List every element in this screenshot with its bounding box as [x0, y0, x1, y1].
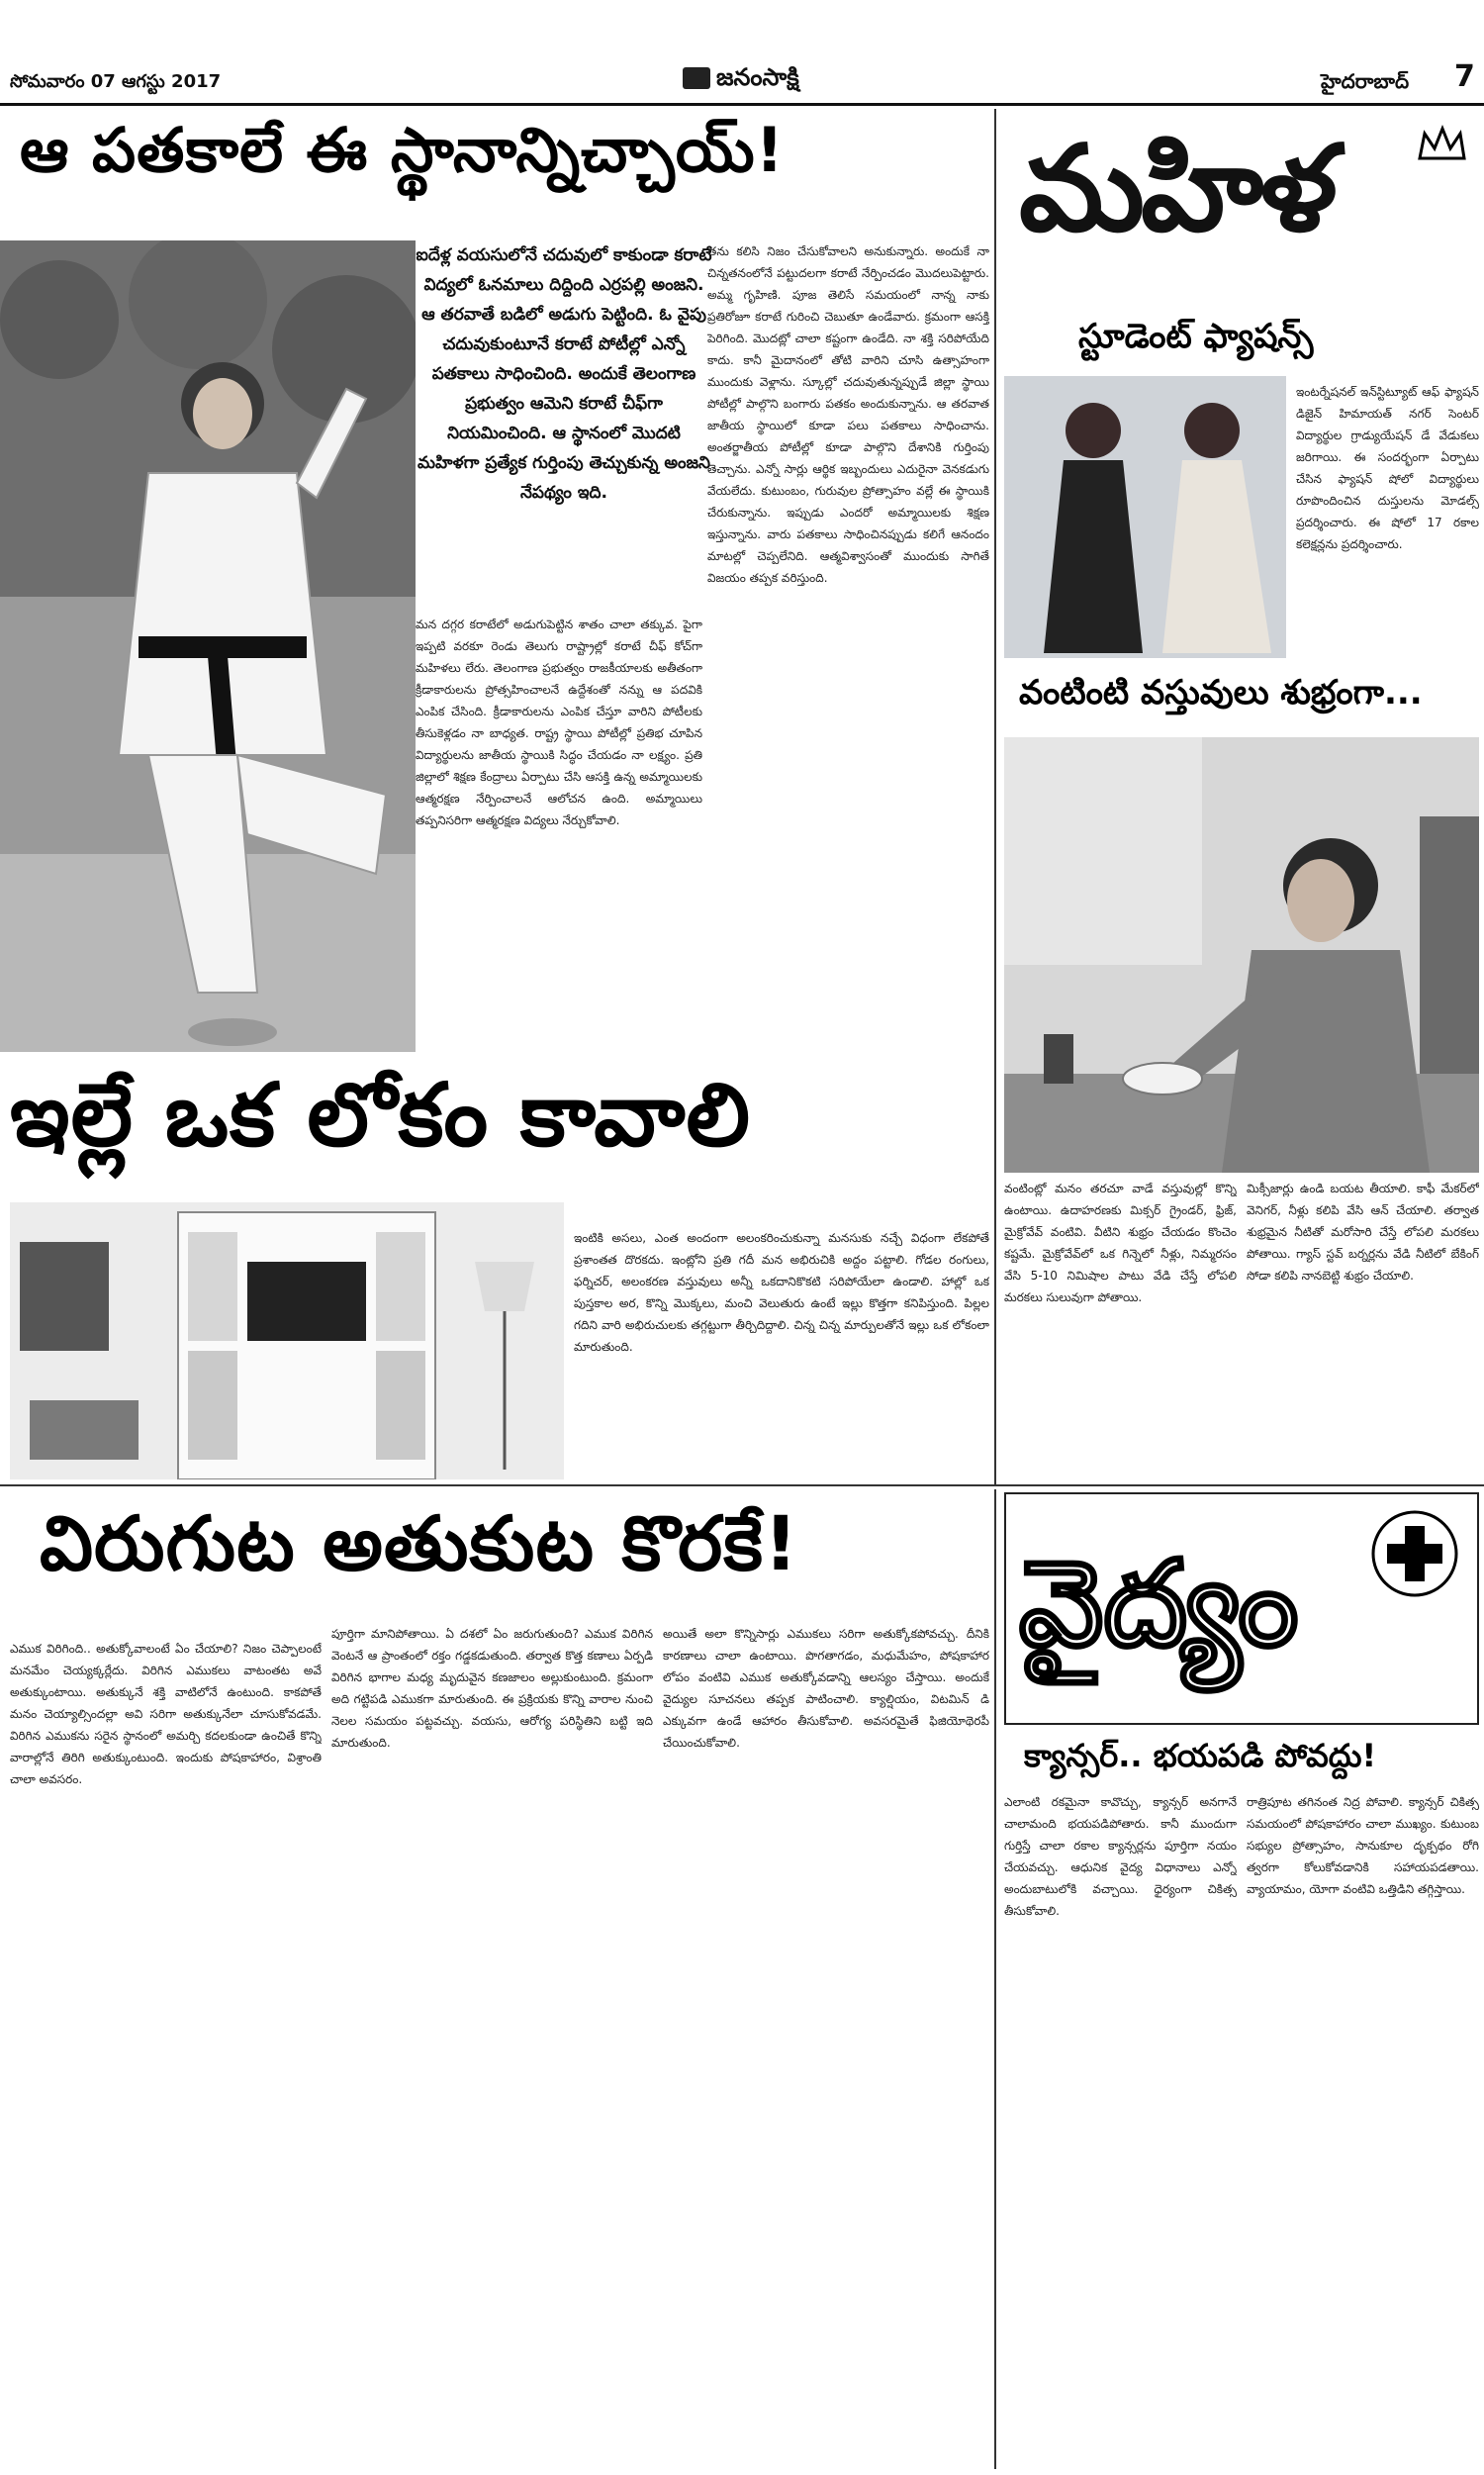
- kitchen-column-2: [1247, 1178, 1479, 1479]
- kitchen-headline: వంటింటి వస్తువులు శుభ్రంగా...: [1019, 673, 1423, 713]
- vaidyam-headline: క్యాన్సర్‌.. భయపడి పోవద్దు!: [1024, 1737, 1377, 1774]
- kitchen-illustration: [1004, 737, 1479, 1173]
- living-room-illustration: [10, 1202, 564, 1479]
- kitchen-body-1: వంటింట్లో మనం తరచూ వాడే వస్తువుల్లో కొన్ని ఉంటాయి. ఉదాహరణకు మిక్సర్‌ గ్రైండర్‌, ఫ్రిజ్‌, మైక్రోవేవ్‌ వంటివి. వీటిని శుభ్రం చేయడం కొంచెం కష్టమే. మైక్రోవేవ్‌లో ఒక గిన్నెలో నీళ్లు, నిమ్మరసం వేసి 5-10 నిమిషాల పాటు వేడి చేస్తే లోపలి మరకలు సులువుగా పోతాయి.: [1004, 1182, 1237, 1304]
- fashion-column: [1296, 381, 1479, 663]
- page-header: [0, 0, 1484, 99]
- vaidyam-body-1: ఎలాంటి రకమైనా కావొచ్చు, క్యాన్సర్‌ అనగానే చాలామంది భయపడిపోతారు. కానీ ముందుగా గుర్తిస్తే చాలా రకాల క్యాన్సర్లను పూర్తిగా నయం చేయవచ్చు. ఆధునిక వైద్య విధానాలు ఎన్నో అందుబాటులోకి వచ్చాయి. ధైర్యంగా చికిత్స తీసుకోవాలి.: [1004, 1795, 1237, 1918]
- column-divider: [994, 109, 996, 1484]
- header-rule: [0, 103, 1484, 106]
- living-room-photo: [10, 1202, 564, 1479]
- edition-city: హైదరాబాద్: [1321, 69, 1410, 93]
- newspaper-logo: [683, 63, 799, 97]
- kitchen-body-2: మిక్సీజార్లు ఉండి బయట తీయాలి. కాఫీ మేకర్‌లో వెనిగర్‌, నీళ్లు కలిపి వేసి ఆన్‌ చేయాలి. తర్వాత శుభ్రమైన నీటితో మరోసారి చేస్తే లోపలి మరకలు పోతాయి. గ్యాస్‌ స్టవ్‌ బర్నర్లను వేడి నీటిలో బేకింగ్‌ సోడా కలిపి నానబెట్టి శుభ్రం చేయాలి.: [1247, 1182, 1479, 1283]
- issue-date: సోమవారం 07 ఆగస్టు 2017: [10, 71, 222, 92]
- story3-body-3: అయితే అలా కొన్నిసార్లు ఎముకలు సరిగా అతుక్కోకపోవచ్చు. దీనికి కారణాలు చాలా ఉంటాయి. పొగతాగడం, మధుమేహం, పోషకాహార లోపం వంటివి ఎముక అతుక్కోవడాన్ని ఆలస్యం చేస్తాయి. అందుకే వైద్యుల సూచనలు తప్పక పాటించాలి. క్యాల్షియం, విటమిన్‌ డి ఎక్కువగా ఉండే ఆహారం తీసుకోవాలి. అవసరమైతే ఫిజియోథెరపీ చేయించుకోవాలి.: [663, 1627, 989, 1750]
- story3-column-3: [663, 1623, 989, 2469]
- story1-intro: ఐదేళ్ల వయసులోనే చదువులో కాకుండా కరాటే విద్యలో ఓనమాలు దిద్దింది ఎర్రపల్లి అంజని. ఆ తరవాతే బడిలో అడుగు పెట్టింది. ఓ వైపు చదువుకుంటూనే కరాటే పోటీల్లో ఎన్నో పతకాలు సాధించింది. అందుకే తెలంగాణ ప్రభుత్వం ఆమెని కరాటే చీఫ్‌గా నియమించింది. ఆ స్థానంలో మొదటి మహిళగా ప్రత్యేక గుర్తింపు తెచ్చుకున్న అంజని నేపథ్యం ఇది.: [416, 245, 712, 503]
- story3-body-2: పూర్తిగా మానిపోతాయి. ఏ దశలో ఏం జరుగుతుంది? ఎముక విరిగిన వెంటనే ఆ ప్రాంతంలో రక్తం గడ్డకడుతుంది. తర్వాత కొత్త కణాలు ఏర్పడి విరిగిన భాగాల మధ్య మృదువైన కణజాలం అల్లుకుంటుంది. క్రమంగా అది గట్టిపడి ఎముకగా మారుతుంది. ఈ ప్రక్రియకు కొన్ని వారాల నుంచి నెలల సమయం పట్టవచ్చు. వయసు, ఆరోగ్య పరిస్థితిని బట్టి ఇది మారుతుంది.: [331, 1627, 653, 1750]
- story3-body-1: ఎముక విరిగింది.. అతుక్కోవాలంటే ఏం చేయాలి? నిజం చెప్పాలంటే మనమేం చెయ్యక్కర్లేదు. విరిగిన ఎముకలు వాటంతట అవే అతుక్కుంటాయి. అతుక్కునే శక్తి వాటిలోనే ఉంటుంది. కాకపోతే మనం చెయ్యాల్సిందల్లా అవి సరిగా అతుక్కునేలా చూసుకోవడమే. విరిగిన ఎముకను సరైన స్థానంలో అమర్చి కదలకుండా ఉంచితే కొన్ని వారాల్లోనే తిరిగి అతుక్కుంటుంది. ఇందుకు పోషకాహారం, విశ్రాంతి చాలా అవసరం.: [10, 1642, 322, 1786]
- story1-body-2: తను కలిసి నిజం చేసుకోవాలని అనుకున్నారు. అందుకే నా చిన్నతనంలోనే పట్టుదలగా కరాటే నేర్పించడం మొదలుపెట్టారు. అమ్మ గృహిణి. పూజ తెలిసే సమయంలో నాన్న నాకు ప్రతిరోజూ కరాటే గురించి చెబుతూ ఉండేవారు. క్రమంగా ఆసక్తి పెరిగింది. మొదట్లో చాలా కష్టంగా ఉండేది. నా శక్తి సరిపోయేది కాదు. కానీ మైదానంలో తోటి వారిని చూసి ఉత్సాహంగా ముందుకు వెళ్లాను. స్కూల్లో చదువుతున్నప్పుడే జిల్లా స్థాయి పోటీల్లో పాల్గొని బంగారు పతకం అందుకున్నాను. ఆ తరవాత జాతీయ స్థాయిలో కూడా పలు పతకాలు సాధించాను. అంతర్జాతీయ పోటీల్లో కూడా పాల్గొని దేశానికి గుర్తింపు తెచ్చాను. ఎన్నో సార్లు ఆర్థిక ఇబ్బందులు ఎదురైనా వెనకడుగు వేయలేదు. కుటుంబం, గురువుల ప్రోత్సాహం వల్లే ఈ స్థాయికి చేరుకున్నాను. ఇప్పుడు ఎందరో అమ్మాయిలకు శిక్షణ ఇస్తున్నాను. వారు పతకాలు సాధించినప్పుడు కలిగే ఆనందం మాటల్లో చెప్పలేనిది. ఆత్మవిశ్వాసంతో ముందుకు సాగితే విజయం తప్పక వరిస్తుంది.: [707, 244, 989, 585]
- story1-body-1: మన దగ్గర కరాటేలో అడుగుపెట్టిన శాతం చాలా తక్కువ. పైగా ఇప్పటి వరకూ రెండు తెలుగు రాష్ట్రాల్లో కరాటే చీఫ్‌ కోచ్‌గా మహిళలు లేరు. తెలంగాణ ప్రభుత్వం రాజకీయాలకు అతీతంగా క్రీడాకారులను ప్రోత్సహించాలనే ఉద్దేశంతో నన్ను ఆ పదవికి ఎంపిక చేసింది. క్రీడాకారులను ఎంపిక చేస్తూ వారిని పోటీలకు తీసుకెళ్లడం నా బాధ్యత. రాష్ట్ర స్థాయి పోటీల్లో ప్రతిభ చూపిన విద్యార్థులను జాతీయ స్థాయికి సిద్ధం చేయడం నా లక్ష్యం. ప్రతి జిల్లాలో శిక్షణ కేంద్రాలు ఏర్పాటు చేసి ఆసక్తి ఉన్న అమ్మాయిలకు ఆత్మరక్షణ నేర్పించాలనే ఆలోచన ఉంది. అమ్మాయిలు తప్పనిసరిగా ఆత్మరక్షణ విద్యలు నేర్చుకోవాలి.: [416, 618, 702, 827]
- logo-icon: [683, 67, 710, 89]
- story3-column-1: [10, 1638, 322, 2469]
- vaidyam-section-title: వైద్యం: [1019, 1534, 1299, 1673]
- story2-body: ఇంటికి అసలు, ఎంత అందంగా అలంకరించుకున్నా మనసుకు నచ్చే విధంగా లేకపోతే ప్రశాంతత దొరకదు. ఇంట్లోని ప్రతి గదీ మన అభిరుచికి అద్దం పట్టాలి. గోడల రంగులు, ఫర్నిచర్‌, అలంకరణ వస్తువులు అన్నీ ఒకదానికొకటి సరిపోయేలా ఉండాలి. హాల్లో ఒక పుస్తకాల అర, కొన్ని మొక్కలు, మంచి వెలుతురు ఉంటే ఇల్లు కొత్తగా కనిపిస్తుంది. పిల్లల గదిని వారి అభిరుచులకు తగ్గట్టుగా తీర్చిదిద్దాలి. చిన్న చిన్న మార్పులతోనే ఇల్లు ఒక లోకంలా మారుతుంది.: [574, 1231, 989, 1354]
- fashion-photo: [1004, 376, 1286, 658]
- mahila-section-title: మహిళ: [1019, 119, 1334, 258]
- story2-column: [574, 1227, 989, 1479]
- story3-headline: విరుగుట అతుకుట కొరకే!: [40, 1499, 799, 1587]
- vaidyam-column-2: [1247, 1791, 1479, 2469]
- karate-illustration: [0, 240, 416, 1052]
- fashion-body: ఇంటర్నేషనల్‌ ఇన్‌స్టిట్యూట్‌ ఆఫ్‌ ఫ్యాషన్‌ డిజైన్‌ హిమాయత్‌ నగర్‌ సెంటర్‌ విద్యార్థుల గ్రాడ్యుయేషన్‌ డే వేడుకలు జరిగాయి. ఈ సందర్భంగా ఏర్పాటు చేసిన ఫ్యాషన్‌ షోలో విద్యార్థులు రూపొందించిన దుస్తులను మోడల్స్‌ ప్రదర్శించారు. ఈ షోలో 17 రకాల కలెక్షన్లను ప్రదర్శించారు.: [1296, 385, 1479, 551]
- fashion-headline: స్టూడెంట్‌ ఫ్యాషన్స్‌: [1078, 317, 1314, 356]
- vaidyam-body-2: రాత్రిపూట తగినంత నిద్ర పోవాలి. క్యాన్సర్‌ చికిత్స సమయంలో పోషకాహారం చాలా ముఖ్యం. కుటుంబ సభ్యుల ప్రోత్సాహం, సానుకూల దృక్పథం రోగి త్వరగా కోలుకోవడానికి సహాయపడతాయి. వ్యాయామం, యోగా వంటివి ఒత్తిడిని తగ్గిస్తాయి.: [1247, 1795, 1479, 1896]
- fashion-illustration: [1004, 376, 1286, 658]
- story3-column-2: [331, 1623, 653, 2469]
- story1-headline: ఆ పతకాలే ఈ స్థానాన్నిచ్చాయ్‌!: [20, 114, 785, 186]
- story1-column-2: [707, 240, 989, 1047]
- karate-photo: [0, 240, 416, 1052]
- page-number: 7: [1454, 59, 1475, 94]
- kitchen-column-1: [1004, 1178, 1237, 1479]
- section-divider: [0, 1484, 1484, 1486]
- vaidyam-column-1: [1004, 1791, 1237, 2469]
- kitchen-photo: [1004, 737, 1479, 1173]
- medical-cross-icon: [1365, 1504, 1464, 1603]
- story2-headline: ఇల్లే ఒక లోకం కావాలి: [10, 1064, 752, 1166]
- crown-icon: [1415, 124, 1469, 163]
- story1-column-1: [416, 614, 702, 1049]
- column-divider: [994, 1489, 996, 2469]
- logo-text: జనంసాక్షి: [716, 63, 799, 91]
